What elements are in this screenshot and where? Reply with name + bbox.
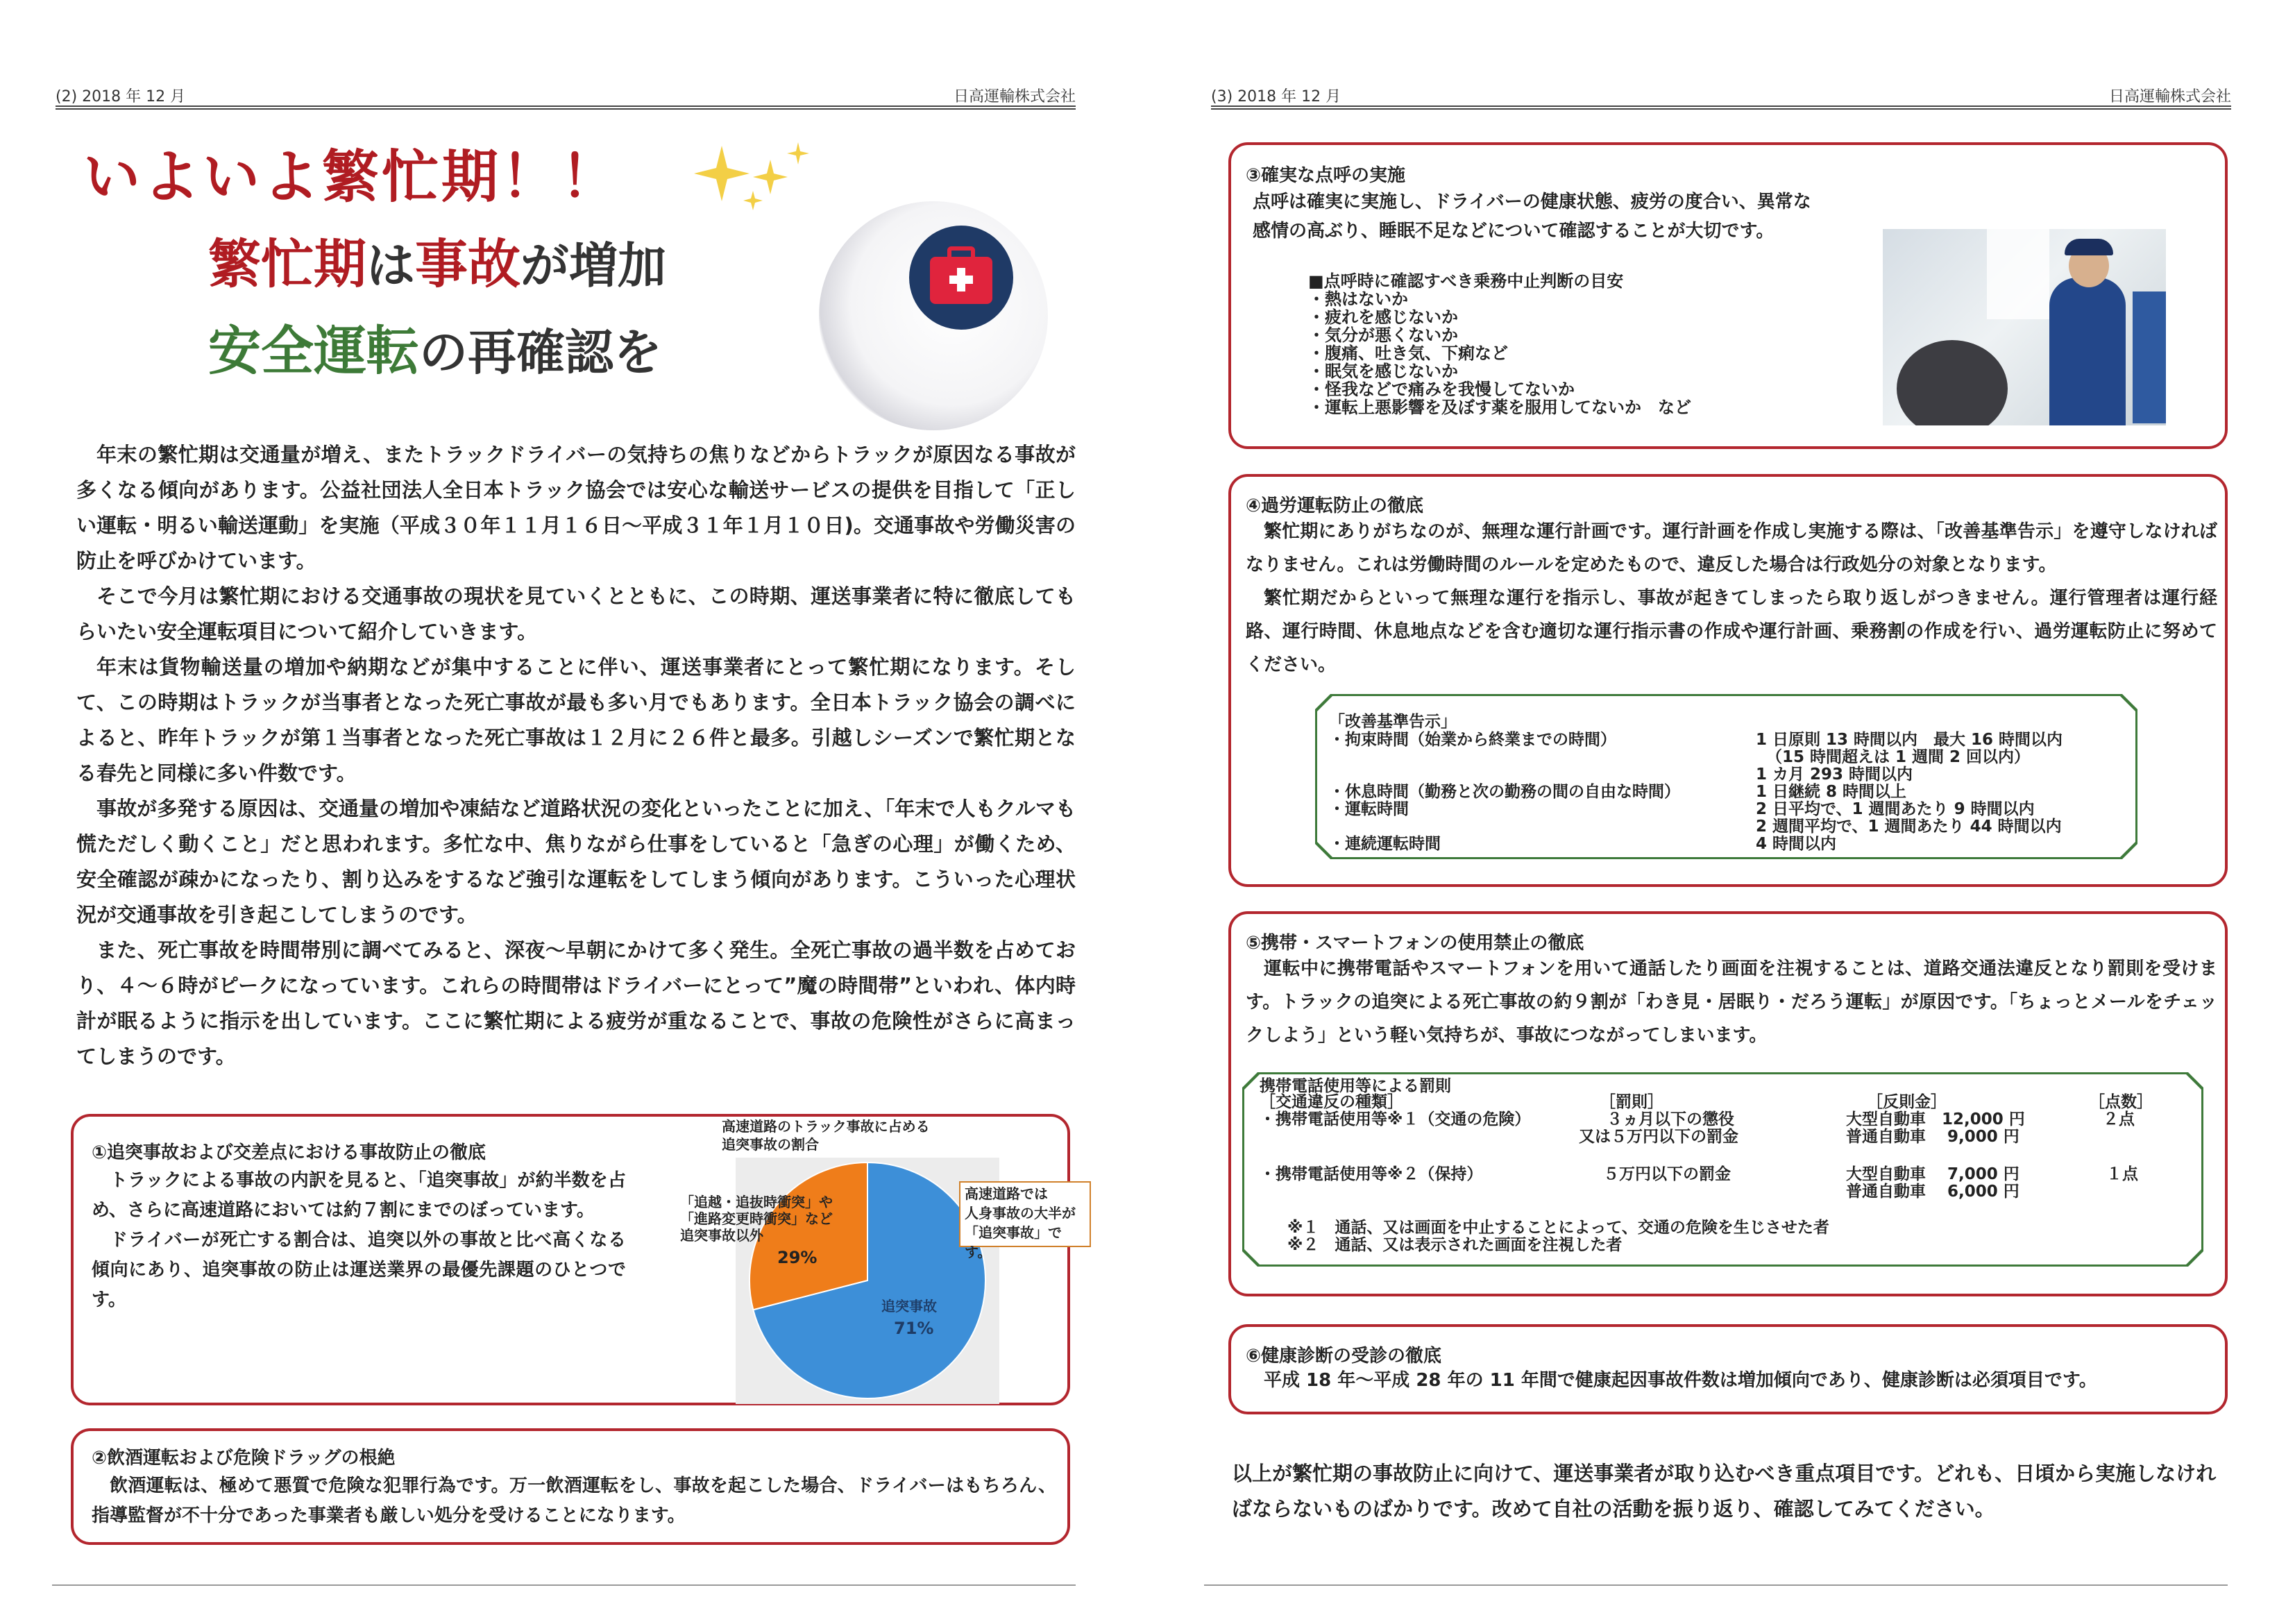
sparkle-icon [687,139,826,215]
right-header [1211,82,2231,110]
rules-table-title: 「改善基準告示」 [1329,713,1457,731]
roll-call-checklist [1308,272,1691,416]
rule-value: 4 時間以内 [1756,835,1837,853]
penalty-table-title: 携帯電話使用等による罰則 [1260,1077,1451,1095]
right-page [1204,0,2231,1624]
section-1-title: ①追突事故および交差点における事故防止の徹底 [92,1142,486,1163]
row2-violation: ・携帯電話使用等※２（保持） [1260,1165,1483,1183]
checklist-item: ・眠気を感じないか [1308,362,1458,381]
left-footer-rule [52,1584,1076,1586]
headline-main: いよいよ繁忙期！！ [83,144,621,210]
section-3-title: ③確実な点呼の実施 [1246,165,1406,186]
left-page-number: (2) 2018 年 12 月 [56,88,186,105]
checklist-title: ■点呼時に確認すべき乗務中止判断の目安 [1308,271,1624,291]
checklist-item: ・腹痛、吐き気、下痢など [1308,344,1508,363]
rule-label: ・運転時間 [1329,800,1409,818]
pie-main-percent: 71% [894,1319,934,1338]
rule-value: （15 時間超えは 1 週間 2 回以内） [1766,748,2031,766]
body-paragraph: 年末は貨物輸送量の増加や納期などが集中することに伴い、運送事業者にとって繁忙期になります。そして、この時期はトラックが当事者となった死亡事故が最も多い月でもあります。全日本トラック協会の調べによると、昨年トラックが第１当事者となった死亡事故は１２月に２６件と最多。引越しシーズンで繁忙期となる春先と同様に多い件数です。 [76,655,1076,785]
row2-points: １点 [2106,1165,2138,1183]
row1-penalty: 又は５万円以下の罰金 [1579,1128,1738,1146]
body-paragraph: そこで今月は繁忙期における交通事故の現状を見ていくとともに、この時期、運送事業者に特に徹底してもらいたい安全運転項目について紹介していきます。 [76,584,1076,643]
section-3-line-1: 点呼は確実に実施し、ドライバーの健康状態、疲労の度合い、異常な [1253,192,1811,212]
rule-value: 2 週間平均で、1 週間あたり 44 時間以内 [1756,818,2062,836]
section-2-text: 飲酒運転は、極めて悪質で危険な犯罪行為です。万一飲酒運転をし、事故を起こした場合、ドライバーはもちろん、指導監督が不十分であった事業者も厳しい処分を受けることになります。 [92,1475,1056,1526]
first-aid-kit-icon [909,226,1013,330]
penalty-note-1: ※１ 通話、又は画面を中止することによって、交通の危険を生じさせた者 [1287,1219,1829,1237]
section-6-title: ⑥健康診断の受診の徹底 [1246,1346,1442,1367]
left-header [56,82,1076,110]
pie-main-label: 追突事故 [881,1298,937,1314]
headline-sub-2: 安全運転の再確認を [208,320,662,382]
col-penalty: ［罰則］ [1600,1093,1663,1111]
col-points: ［点数］ [2089,1093,2153,1111]
pie-chart-title: 高速道路のトラック事故に占める 追突事故の割合 [722,1118,930,1153]
closing-paragraph: 以上が繁忙期の事故防止に向けて、運送事業者が取り込むべき重点項目です。どれも、日頃から実施しなければならないものばかりです。改めて自社の活動を振り返り、確認してみてください。 [1232,1462,2217,1521]
checklist-item: ・気分が悪くないか [1308,325,1458,345]
section-5-title: ⑤携帯・スマートフォンの使用禁止の徹底 [1246,933,1584,954]
right-footer-rule [1204,1584,2228,1586]
section-2-title: ②飲酒運転および危険ドラッグの根絶 [92,1448,396,1469]
section-1-text: トラックによる事故の内訳を見ると、「追突事故」が約半数を占め、さらに高速道路においては約７割にまでのぼっています。 ドライバーが死亡する割合は、追突以外の事故と比べ高くなる傾向にあり、追突事故の防止は運送業界の最優先課題のひとつです。 [92,1170,626,1310]
row2-penalty: ５万円以下の罰金 [1603,1165,1731,1183]
section-4-text: 繁忙期にありがちなのが、無理な運行計画です。運行計画を作成し実施する際は、「改善基準告示」を遵守しなければなりません。これは労働時間のルールを定めたもので、違反した場合は行政処分の対象となります。 繁忙期だからといって無理な運行を指示し、事故が起きてしまったら取り返しがつきません。運行管理者は運行経路、運行時間、休息地点などを含む適切な運行指示書の作成や運行計画、乗務割の作成を行い、過労運転防止に努めてください。 [1246,521,2217,675]
left-page [49,0,1076,1624]
col-violation: ［交通違反の種類］ [1260,1093,1403,1111]
rule-value: 1 日原則 13 時間以内 最大 16 時間以内 [1756,731,2063,749]
left-company-name: 日高運輸株式会社 [953,88,1076,105]
body-paragraph: 年末の繁忙期は交通量が増え、またトラックドライバーの気持ちの焦りなどからトラックが原因なる事故が多くなる傾向があります。公益社団法人全日本トラック協会では安心な輸送サービスの提供を目指して「正しい運転・明るい輸送運動」を実施（平成３０年１１月１６日～平成３１年１月１０日)。交通事故や労働災害の防止を呼びかけています。 [76,443,1076,573]
checklist-item: ・疲れを感じないか [1308,307,1458,327]
row2-fine: 大型自動車 7,000 円 [1846,1165,2019,1183]
pie-other-label: 「追越・追抜時衝突」や 「進路変更時衝突」など 追突事故以外 [680,1194,833,1244]
rule-label: ・拘束時間（始業から終業までの時間） [1329,731,1616,749]
rule-label: ・連続運転時間 [1329,835,1441,853]
rule-label: ・休息時間（勤務と次の勤務の間の自由な時間） [1329,783,1680,801]
section-6-text: 平成 18 年～平成 28 年の 11 年間で健康起因事故件数は増加傾向であり、健康診断は必須項目です。 [1264,1370,2097,1391]
section-3-line-2: 感情の高ぶり、睡眠不足などについて確認することが大切です。 [1253,221,1775,242]
body-paragraph: 事故が多発する原因は、交通量の増加や凍結など道路状況の変化といったことに加え、「年末で人もクルマも慌ただしく動くこと」だと思われます。多忙な中、焦りながら仕事をしていると「急ぎの心理」が働くため、安全確認が疎かになったり、割り込みをするなど強引な運転をしてしまう傾向があります。こういった心理状況が交通事故を引き起こしてしまうのです。 [76,797,1076,927]
row1-points: ２点 [2103,1110,2135,1128]
penalty-note-2: ※２ 通話、又は表示された画面を注視した者 [1287,1236,1623,1254]
body-paragraph: また、死亡事故を時間帯別に調べてみると、深夜～早朝にかけて多く発生。全死亡事故の過半数を占めており、４～６時がピークになっています。これらの時間帯はドライバーにとって”魔の時間帯”といわれ、体内時計が眠るように指示を出しています。ここに繁忙期による疲労が重なることで、事故の危険性がさらに高まってしまうのです。 [76,938,1076,1068]
row2-fine: 普通自動車 6,000 円 [1846,1183,2019,1201]
col-fine: ［反則金］ [1867,1093,1947,1111]
pie-annotation: 高速道路では 人身事故の大半が 「追突事故」です。 [959,1181,1091,1247]
row1-penalty: ３ヵ月以下の懲役 [1607,1110,1734,1128]
row1-fine: 大型自動車 12,000 円 [1846,1110,2025,1128]
headline-sub-1: 繁忙期は事故が増加 [208,233,666,295]
rule-value: 1 日継続 8 時間以上 [1756,783,1907,801]
pie-chart [652,1117,1076,1405]
article-body [76,437,1076,1074]
rule-value: 2 日平均で、1 週間あたり 9 時間以内 [1756,800,2035,818]
row1-violation: ・携帯電話使用等※１（交通の危険） [1260,1110,1531,1128]
checklist-item: ・熱はないか [1308,289,1408,309]
pie-other-percent: 29% [777,1248,818,1267]
row1-fine: 普通自動車 9,000 円 [1846,1128,2019,1146]
checklist-item: ・運転上悪影響を及ぼす薬を服用してないか など [1308,398,1691,417]
right-company-name: 日高運輸株式会社 [2108,88,2231,105]
roll-call-photo [1883,229,2166,425]
rule-value: 1 カ月 293 時間以内 [1756,766,1913,784]
section-5-text: 運転中に携帯電話やスマートフォンを用いて通話したり画面を注視することは、道路交通法違反となり罰則を受けます。トラックの追突による死亡事故の約９割が「わき見・居眠り・だろう運転」が原因です。「ちょっとメールをチェックしよう」という軽い気持ちが、事故につながってしまいます。 [1246,958,2217,1046]
checklist-item: ・怪我などで痛みを我慢してないか [1308,380,1575,399]
right-page-number: (3) 2018 年 12 月 [1211,88,1341,105]
section-4-title: ④過労運転防止の徹底 [1246,496,1424,516]
